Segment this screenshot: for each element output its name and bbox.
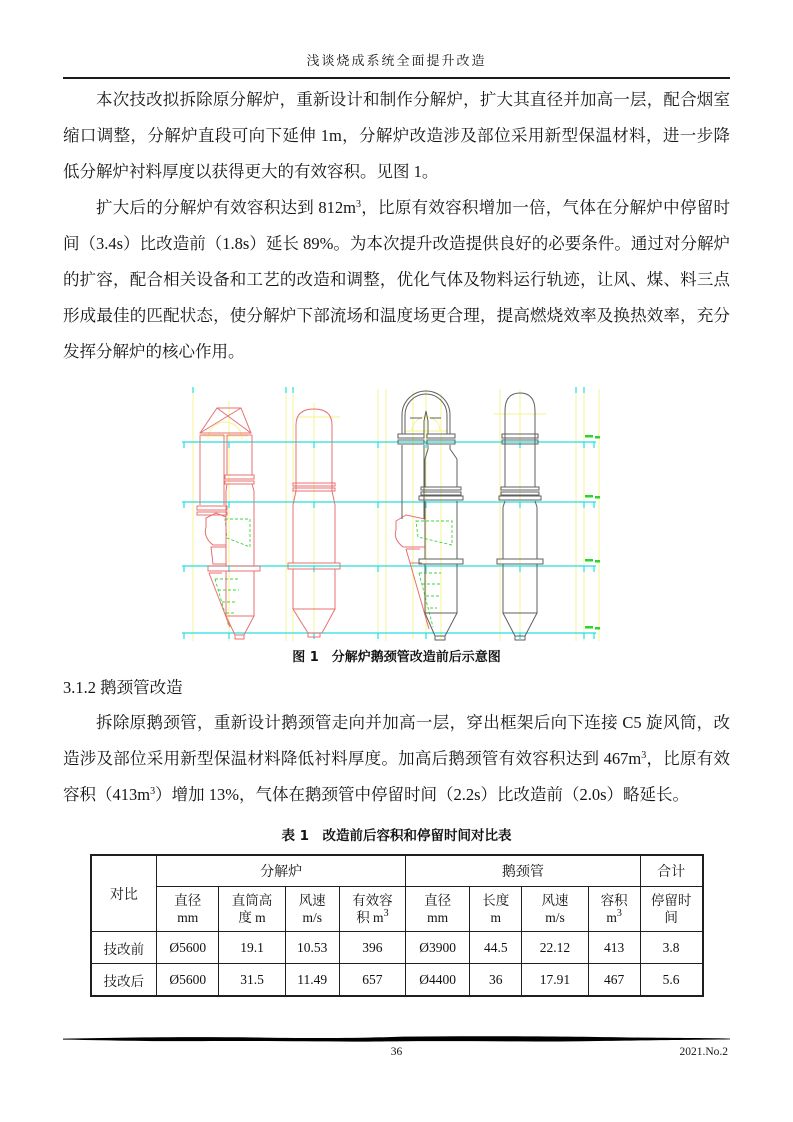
cell: 17.91 xyxy=(522,964,588,997)
paragraph-3 xyxy=(63,705,730,813)
cell: 5.6 xyxy=(640,964,702,997)
cell: 413 xyxy=(588,932,640,964)
table-group-gooseneck: 鹅颈管 xyxy=(405,855,640,887)
table-group-furnace: 分解炉 xyxy=(157,855,406,887)
cell: 36 xyxy=(470,964,522,997)
cell: 396 xyxy=(339,932,405,964)
row-label: 技改前 xyxy=(91,932,157,964)
subheader-residence-time: 停留时 间 xyxy=(640,887,702,932)
cell: 467 xyxy=(588,964,640,997)
paragraph-1 xyxy=(63,82,730,190)
page-header xyxy=(63,0,730,79)
superscript-cubed: 3 xyxy=(150,786,156,797)
subheader-furnace-height: 直筒高 度 m xyxy=(219,887,285,932)
cell: Ø5600 xyxy=(157,964,219,997)
figure-1 xyxy=(182,387,612,666)
after-modification-outline xyxy=(398,391,543,640)
page-footer xyxy=(63,1035,730,1059)
footer-text-row xyxy=(63,1045,730,1059)
paragraph-1-text: 本次技改拟拆除原分解炉，重新设计和制作分解炉，扩大其直径并加高一层，配合烟室缩口调整，分解炉直段可向下延伸 1m，分解炉改造涉及部位采用新型保温材料，进一步降低分解炉衬料厚度以获得更大的有效容积。见图 1。 xyxy=(63,90,730,181)
row-label: 技改后 xyxy=(91,964,157,997)
cell: 22.12 xyxy=(522,932,588,964)
subheader-furnace-diameter: 直径 mm xyxy=(157,887,219,932)
before-modification-outline xyxy=(197,408,429,639)
subheader-gooseneck-windspeed: 风速 m/s xyxy=(522,887,588,932)
cell: 44.5 xyxy=(470,932,522,964)
elevation-markers xyxy=(585,435,600,630)
table-subheader-row xyxy=(91,887,703,932)
comparison-table xyxy=(90,854,704,997)
floor-level-lines xyxy=(182,387,596,639)
subheader-gooseneck-diameter: 直径 mm xyxy=(405,887,469,932)
cell: 657 xyxy=(339,964,405,997)
cell: 19.1 xyxy=(219,932,285,964)
paragraph-2-text-b: ，比原有效容积增加一倍，气体在分解炉中停留时间（3.4s）比改造前（1.8s）延长 89%。为本次提升改造提供良好的必要条件。通过对分解炉的扩容，配合相关设备和工艺的改造和调整，优化气体及物料运行轨迹，让风、煤、料三点形成最佳的匹配状态，使分解炉下部流场和温度场更合理，提高燃烧效率及换热效率，充分发挥分解炉的核心作用。 xyxy=(63,198,730,361)
running-head-title: 浅谈烧成系统全面提升改造 xyxy=(306,53,487,68)
cell: Ø5600 xyxy=(157,932,219,964)
figure-1-caption: 图 1 分解炉鹅颈管改造前后示意图 xyxy=(292,650,501,665)
subheader-gooseneck-volume: 容积 $m^3$ xyxy=(588,887,640,932)
table-1-title: 表 1 改造前后容积和停留时间对比表 xyxy=(281,828,512,844)
section-heading-312: 3.1.2 鹅颈管改造 xyxy=(63,678,183,697)
issue-label: 2021.No.2 xyxy=(679,1046,728,1058)
cell: 31.5 xyxy=(219,964,285,997)
paragraph-2-text-a: 扩大后的分解炉有效容积达到 812m xyxy=(96,198,357,217)
paragraph-3-text-c: ）增加 13%，气体在鹅颈管中停留时间（2.2s）比改造前（2.0s）略延长。 xyxy=(155,785,690,804)
subheader-gooseneck-length: 长度 m xyxy=(470,887,522,932)
subheader-furnace-windspeed: 风速 m/s xyxy=(285,887,339,932)
paragraph-3-text-a: 拆除原鹅颈管，重新设计鹅颈管走向并加高一层，穿出框架后向下连接 C5 旋风筒，改造涉及部位采用新型保温材料降低衬料厚度。加高后鹅颈管有效容积达到 467m xyxy=(63,713,730,768)
table-group-header-row xyxy=(91,855,703,887)
table-row-before xyxy=(91,932,703,964)
table-group-total: 合计 xyxy=(640,855,702,887)
superscript-cubed: 3 xyxy=(641,750,647,761)
page-number: 36 xyxy=(390,1046,403,1058)
cell: Ø4400 xyxy=(405,964,469,997)
cell: Ø3900 xyxy=(405,932,469,964)
paragraph-3-text-b: ，比原有效容积（413m xyxy=(63,749,731,804)
table-corner-cell: 对比 xyxy=(91,855,157,932)
cell: 10.53 xyxy=(285,932,339,964)
paragraph-2 xyxy=(63,190,730,370)
footer-rule xyxy=(63,1035,730,1043)
figure-1-drawing xyxy=(182,387,612,647)
cell: 3.8 xyxy=(640,932,702,964)
table-row-after xyxy=(91,964,703,997)
superscript-cubed: 3 xyxy=(356,199,362,210)
subheader-furnace-volume: 有效容 积 $m^3$ xyxy=(339,887,405,932)
cell: 11.49 xyxy=(285,964,339,997)
